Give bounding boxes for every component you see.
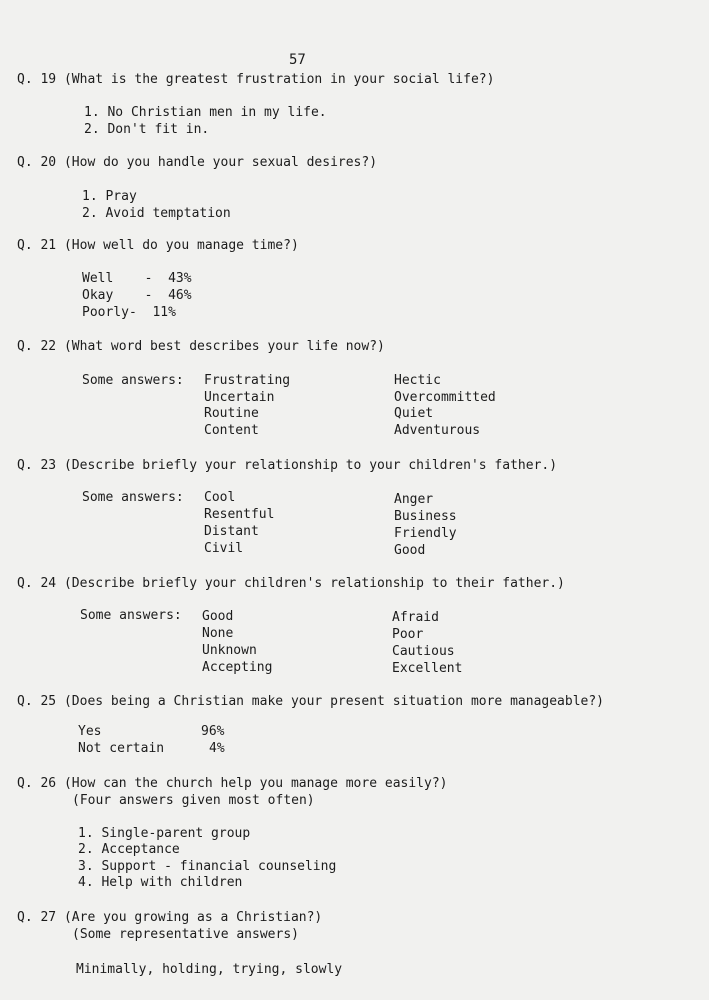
answer-item: Adventurous xyxy=(394,423,481,438)
answer-item: 2. Don't fit in. xyxy=(84,122,210,137)
question-number: Q. 19 xyxy=(17,72,57,87)
answers-label: Some answers: xyxy=(82,490,184,505)
answer-item: Hectic xyxy=(394,373,441,388)
answer-item: Uncertain xyxy=(204,390,275,405)
answer-item: Accepting xyxy=(202,660,273,675)
question-text: (What word best describes your life now?) xyxy=(63,339,385,354)
answer-item: Good xyxy=(394,543,426,558)
question-number: Q. 21 xyxy=(17,238,57,253)
answer-item: Okay - 46% xyxy=(82,288,192,303)
answer-item: Poorly- 11% xyxy=(82,305,176,320)
answer-label: Not certain xyxy=(78,741,165,756)
answer-item: Minimally, holding, trying, slowly xyxy=(76,962,343,977)
question-24 xyxy=(17,576,565,591)
question-subtext: (Some representative answers) xyxy=(72,927,299,942)
question-20 xyxy=(17,155,377,170)
answer-value: 96% xyxy=(201,724,225,739)
answer-item: 2. Avoid temptation xyxy=(82,206,231,221)
question-25 xyxy=(17,694,604,709)
question-subtext: (Four answers given most often) xyxy=(72,793,315,808)
answers-label: Some answers: xyxy=(82,373,184,388)
answer-item: Resentful xyxy=(204,507,275,522)
question-19 xyxy=(17,72,494,87)
question-text: (Does being a Christian make your present situation more manageable?) xyxy=(63,694,605,709)
answer-item: Content xyxy=(204,423,259,438)
question-number: Q. 27 xyxy=(17,910,57,925)
answer-item: Routine xyxy=(204,406,259,421)
question-text: (What is the greatest frustration in your social life?) xyxy=(63,72,495,87)
answer-item: 4. Help with children xyxy=(78,875,243,890)
question-27 xyxy=(17,910,322,925)
question-text: (How can the church help you manage more easily?) xyxy=(63,776,448,791)
answer-item: Poor xyxy=(392,627,424,642)
answer-item: Overcommitted xyxy=(394,390,496,405)
question-26 xyxy=(17,776,447,791)
answer-item: 1. No Christian men in my life. xyxy=(84,105,327,120)
question-text: (How do you handle your sexual desires?) xyxy=(63,155,378,170)
question-text: (How well do you manage time?) xyxy=(63,238,299,253)
question-text: (Describe briefly your relationship to your children's father.) xyxy=(63,458,558,473)
answer-item: 2. Acceptance xyxy=(78,842,180,857)
question-number: Q. 20 xyxy=(17,155,57,170)
answer-item: Unknown xyxy=(202,643,257,658)
answer-value: 4% xyxy=(209,741,225,756)
question-number: Q. 24 xyxy=(17,576,57,591)
answer-item: Distant xyxy=(204,524,259,539)
answer-item: Good xyxy=(202,609,234,624)
question-23 xyxy=(17,458,557,473)
answer-item: Cool xyxy=(204,490,236,505)
answer-item: Frustrating xyxy=(204,373,291,388)
answer-item: Friendly xyxy=(394,526,457,541)
question-21 xyxy=(17,238,299,253)
question-number: Q. 23 xyxy=(17,458,57,473)
answer-item: Well - 43% xyxy=(82,271,192,286)
question-number: Q. 26 xyxy=(17,776,57,791)
question-number: Q. 22 xyxy=(17,339,57,354)
answer-item: Quiet xyxy=(394,406,434,421)
answer-item: 3. Support - financial counseling xyxy=(78,859,337,874)
answer-item: Civil xyxy=(204,541,244,556)
question-text: (Are you growing as a Christian?) xyxy=(63,910,323,925)
answer-item: 1. Single-parent group xyxy=(78,826,251,841)
answer-label: Yes xyxy=(78,724,102,739)
question-number: Q. 25 xyxy=(17,694,57,709)
question-22 xyxy=(17,339,385,354)
question-text: (Describe briefly your children's relationship to their father.) xyxy=(63,576,565,591)
answer-item: Anger xyxy=(394,492,434,507)
answer-item: Excellent xyxy=(392,661,463,676)
page-number: 57 xyxy=(289,52,306,68)
answer-item: None xyxy=(202,626,234,641)
answers-label: Some answers: xyxy=(80,608,182,623)
answer-item: Afraid xyxy=(392,610,439,625)
answer-item: 1. Pray xyxy=(82,189,137,204)
answer-item: Business xyxy=(394,509,457,524)
answer-item: Cautious xyxy=(392,644,455,659)
